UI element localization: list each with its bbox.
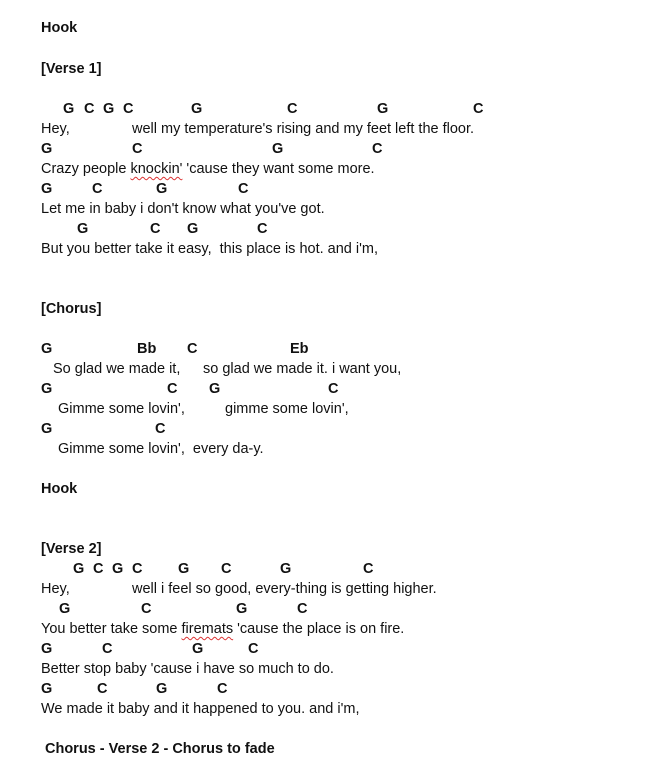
chord: C [132, 561, 143, 577]
lyric-line: But you better take it easy, this place is hot. and i'm, [41, 241, 378, 257]
chord: G [41, 141, 53, 157]
lyric-line: Hey, [41, 581, 70, 597]
chord: C [473, 101, 484, 117]
lyric-line: Gimme some lovin', [58, 401, 185, 417]
chord: C [132, 141, 143, 157]
lyric-text: 'cause they want some more. [182, 161, 375, 177]
chord: G [103, 101, 115, 117]
chord: Bb [137, 341, 157, 357]
lyric-line [41, 620, 404, 638]
chord: C [297, 601, 308, 617]
lyric-text: 'cause the place is on fire. [233, 621, 405, 637]
chord: G [73, 561, 85, 577]
section-heading-hook: Hook [41, 20, 78, 36]
chord: G [156, 181, 168, 197]
section-heading-verse-1: [Verse 1] [41, 61, 102, 77]
chord: C [248, 641, 259, 657]
chord: G [178, 561, 190, 577]
chord: G [41, 381, 53, 397]
chord: G [41, 681, 53, 697]
lyric-line: Better stop baby 'cause i have so much to do. [41, 661, 334, 677]
lyric-line: Gimme some lovin', every da-y. [58, 441, 264, 457]
chord: C [102, 641, 113, 657]
section-heading-ending: Chorus - Verse 2 - Chorus to fade [45, 741, 275, 757]
lyric-line: We made it baby and it happened to you. and i'm, [41, 701, 360, 717]
chord: C [287, 101, 298, 117]
chord: C [363, 561, 374, 577]
chord: C [238, 181, 249, 197]
section-heading-verse-2: [Verse 2] [41, 541, 102, 557]
lyric-line [41, 160, 375, 178]
chord: C [93, 561, 104, 577]
chord: G [41, 341, 53, 357]
chord: G [191, 101, 203, 117]
chord: Eb [290, 341, 309, 357]
chord: G [41, 421, 53, 437]
chord: G [236, 601, 248, 617]
chord: C [92, 181, 103, 197]
chord: C [372, 141, 383, 157]
chord: G [59, 601, 71, 617]
lyric-text: You better take some [41, 621, 182, 637]
chord: G [41, 181, 53, 197]
lyric-text: Crazy people [41, 161, 131, 177]
chord: C [167, 381, 178, 397]
chord: G [77, 221, 89, 237]
chord: G [209, 381, 221, 397]
chord: C [257, 221, 268, 237]
chord: G [280, 561, 292, 577]
lyric-line: Let me in baby i don't know what you've got. [41, 201, 325, 217]
chord: C [84, 101, 95, 117]
chord: G [63, 101, 75, 117]
spellcheck-word: firemats [181, 621, 234, 637]
section-heading-hook: Hook [41, 481, 78, 497]
chord: C [155, 421, 166, 437]
chord: C [123, 101, 134, 117]
chord: C [217, 681, 228, 697]
chord: C [328, 381, 339, 397]
chord: C [150, 221, 161, 237]
chord: C [97, 681, 108, 697]
chord: G [272, 141, 284, 157]
chord: C [221, 561, 232, 577]
chord: G [192, 641, 204, 657]
lyric-line: So glad we made it, [53, 361, 181, 377]
chord: G [41, 641, 53, 657]
lyric-line: so glad we made it. i want you, [203, 361, 402, 377]
lyric-line: Hey, [41, 121, 70, 137]
lyric-line: well my temperature's rising and my feet left the floor. [132, 121, 475, 137]
chord: G [156, 681, 168, 697]
chord: C [187, 341, 198, 357]
spellcheck-word: knockin' [130, 161, 183, 177]
chord: G [112, 561, 124, 577]
lyric-line: well i feel so good, every-thing is getting higher. [132, 581, 437, 597]
lyric-line: gimme some lovin', [225, 401, 349, 417]
chord: G [187, 221, 199, 237]
chord: C [141, 601, 152, 617]
section-heading-chorus: [Chorus] [41, 301, 102, 317]
chord: G [377, 101, 389, 117]
